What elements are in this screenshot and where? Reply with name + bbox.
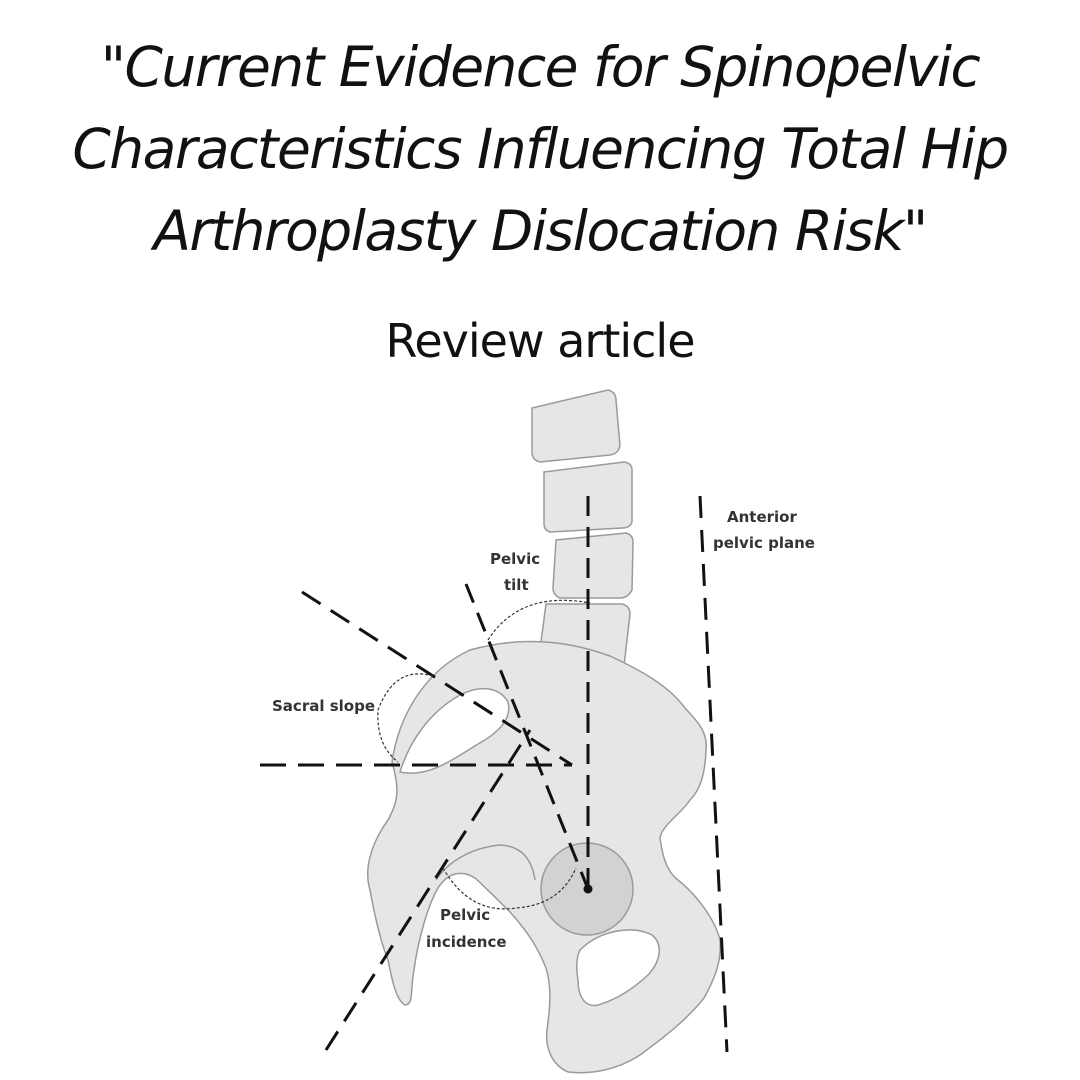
vertebra-3 — [553, 533, 633, 598]
pelvic-incidence-label-2: incidence — [426, 933, 507, 951]
pelvic-tilt-label-2: tilt — [504, 576, 529, 594]
anterior-pelvic-plane-label-2: pelvic plane — [713, 534, 815, 552]
article-type: Review article — [385, 314, 695, 368]
sacral-slope-label: Sacral slope — [272, 697, 375, 715]
pelvic-incidence-label-1: Pelvic — [440, 906, 491, 924]
pelvic-tilt-label-1: Pelvic — [490, 550, 541, 568]
anterior-pelvic-plane-label-1: Anterior — [727, 508, 797, 526]
article-title: "Current Evidence for Spinopelvic Characteristics Influencing Total Hip Arthroplasty Dislocation Risk" — [72, 35, 1008, 263]
pelvis-bone — [368, 641, 721, 1072]
hip-center-dot — [584, 885, 593, 894]
vertebra-1 — [532, 390, 620, 462]
